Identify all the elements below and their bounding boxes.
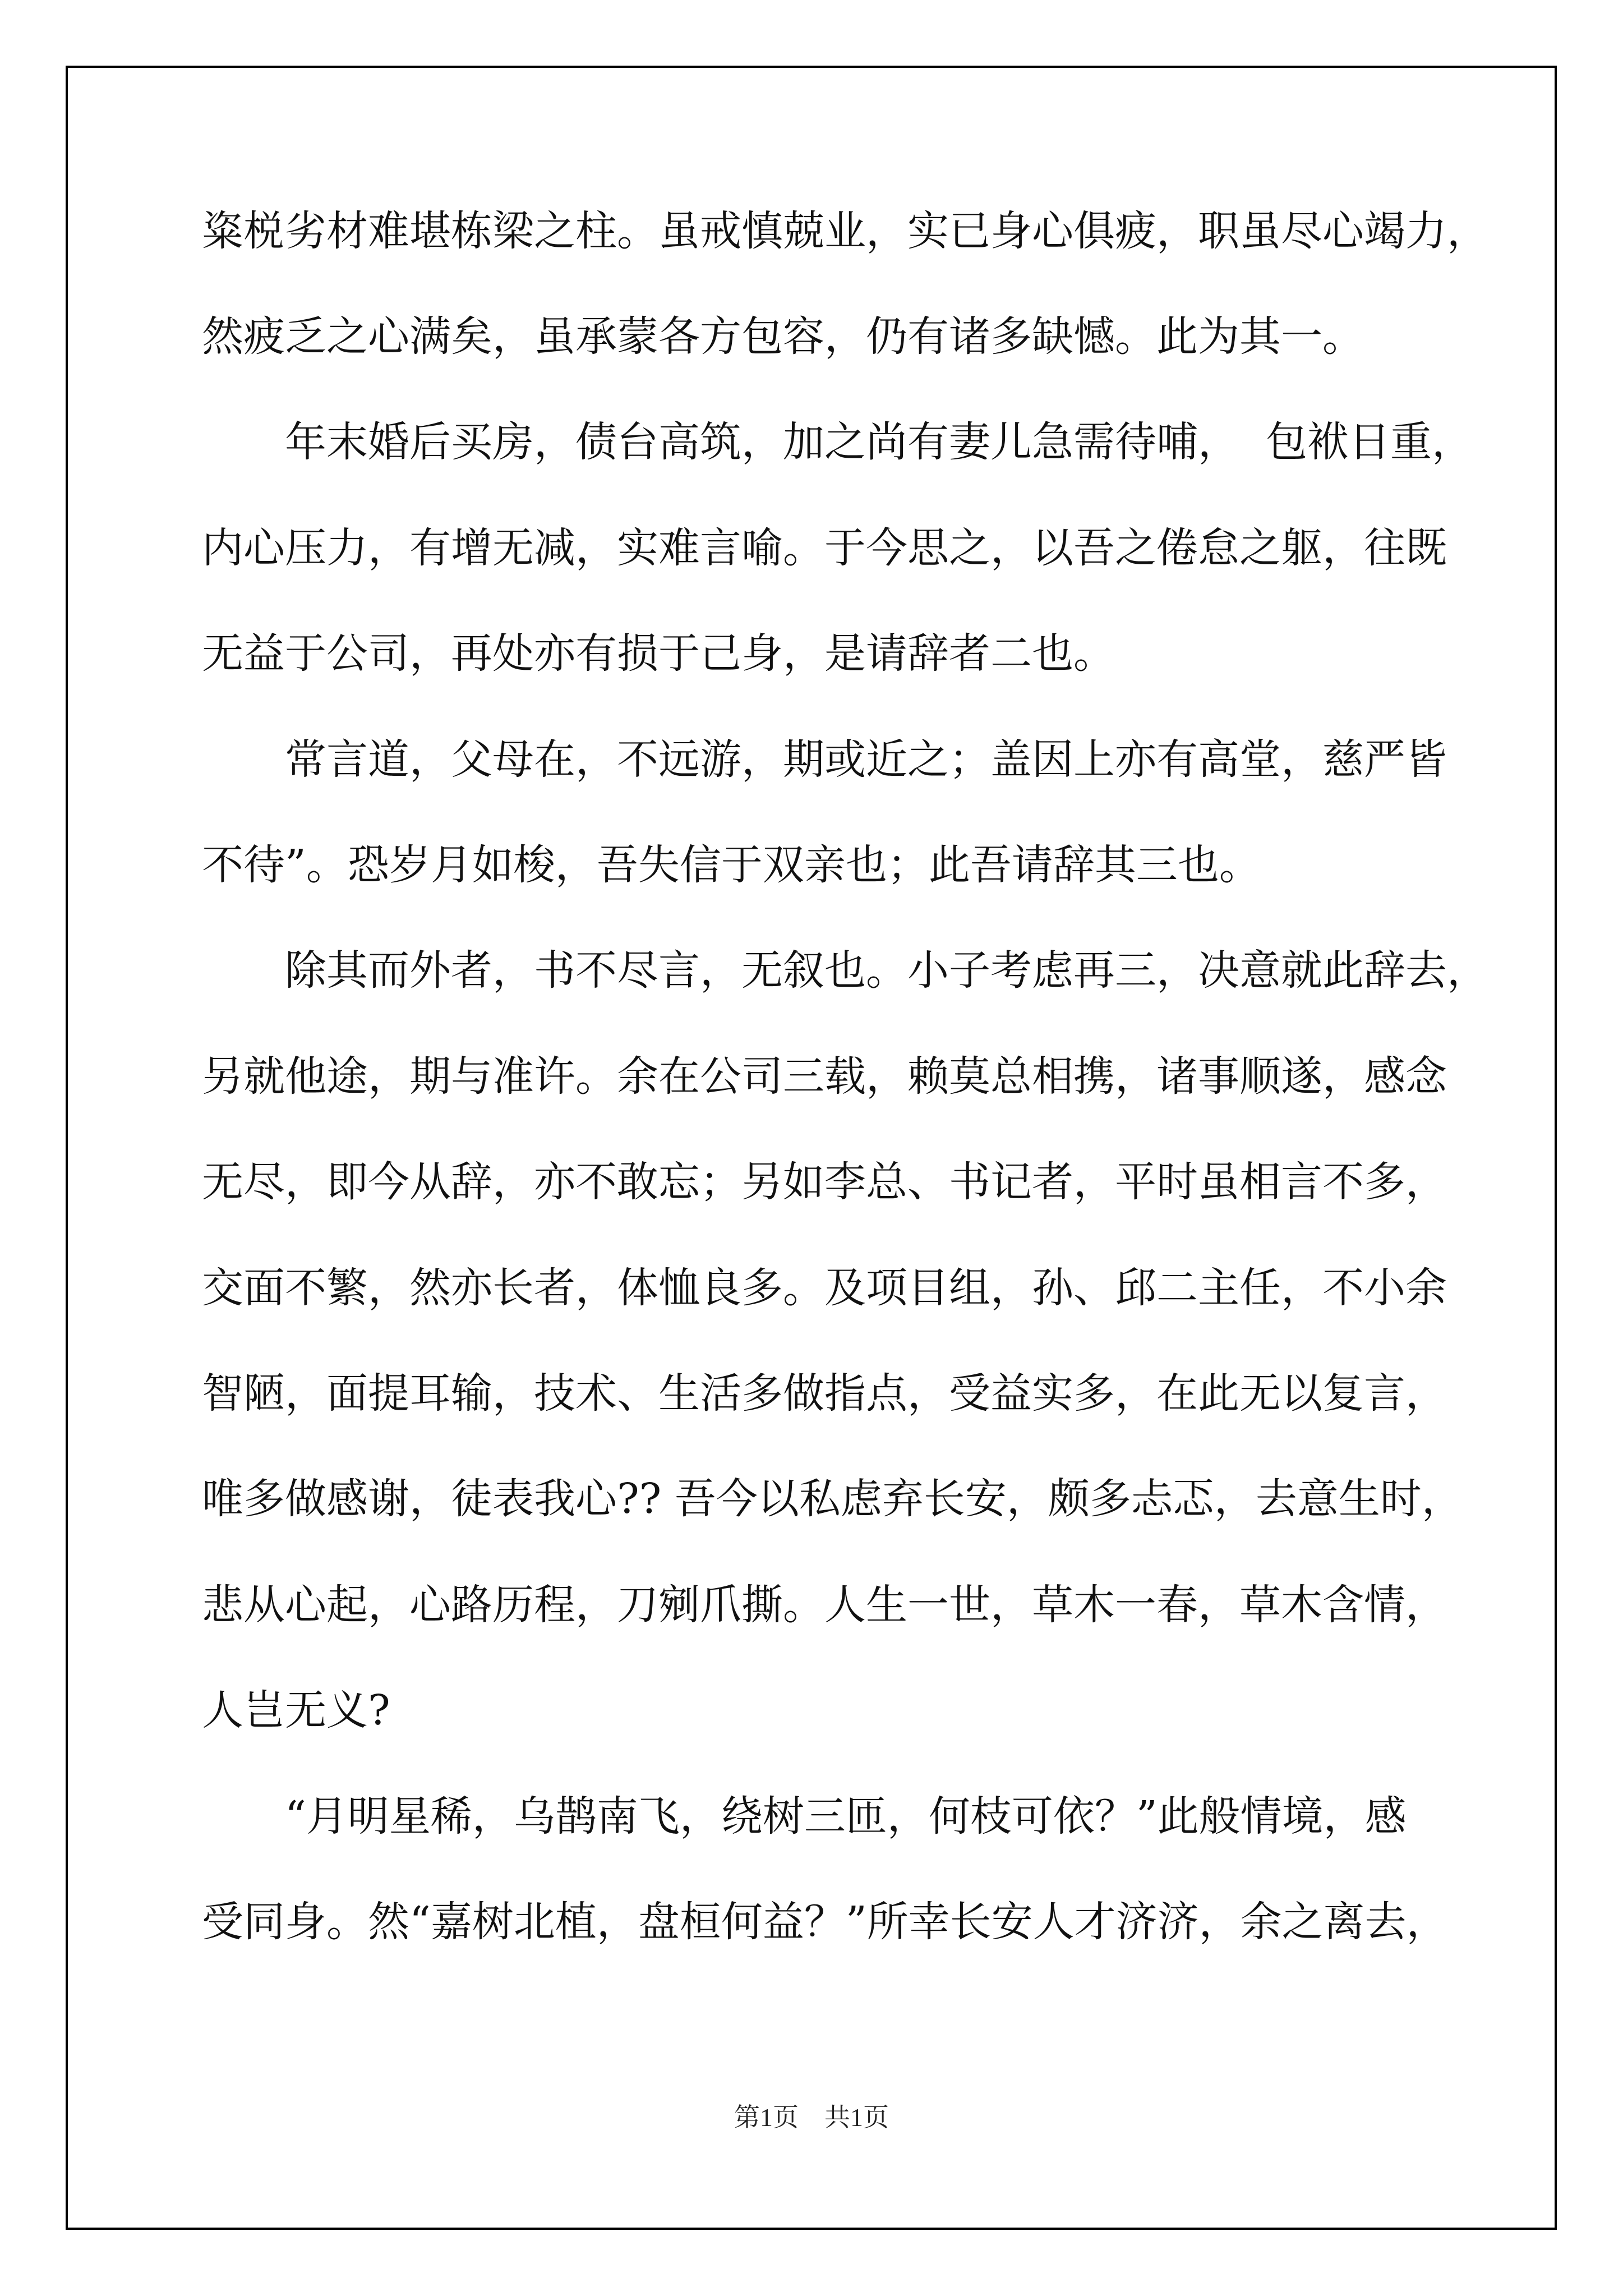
text-line: 不待”。恐岁月如梭，吾失信于双亲也；此吾请辞其三也。 — [202, 841, 1261, 889]
page-footer: 第1页 共1页 — [734, 2103, 889, 2132]
text-line: 无尽，即今从辞，亦不敢忘；另如李总、书记者，平时虽相言不多， — [202, 1158, 1447, 1206]
text-line: 智陋，面提耳输，技术、生活多做指点，受益实多，在此无以复言， — [202, 1369, 1447, 1418]
text-line: 粢棁劣材难堪栋梁之柱。虽戒慎兢业，实已身心俱疲，职虽尽心竭力， — [202, 207, 1488, 255]
text-line: 另就他途，期与准许。余在公司三载，赖莫总相携，诸事顺遂，感念 — [202, 1052, 1447, 1101]
text-line: 人岂无义? — [202, 1686, 390, 1734]
text-line: 然疲乏之心满矣，虽承蒙各方包容，仍有诸多缺憾。此为其一。 — [202, 312, 1364, 361]
text-line: 内心压力，有增无减，实难言喻。于今思之，以吾之倦怠之躯，往既 — [202, 524, 1447, 572]
text-line: 除其而外者，书不尽言，无叙也。小子考虑再三，决意就此辞去， — [202, 946, 1488, 995]
text-line: 受同身。然“嘉树北植，盘桓何益？”所幸长安人才济济，余之离去， — [202, 1898, 1448, 1946]
text-line: 悲从心起，心路历程，刀剜爪撕。人生一世，草木一春，草木含情， — [202, 1581, 1447, 1629]
text-line: 常言道，父母在，不远游，期或近之；盖因上亦有高堂，慈严皆 — [202, 735, 1447, 784]
text-line: 年末婚后买房，债台高筑，加之尚有妻儿急需待哺， 包袱日重， — [202, 418, 1474, 466]
text-line: 无益于公司，再处亦有损于己身，是请辞者二也。 — [202, 629, 1115, 678]
text-line: 交面不繁，然亦长者，体恤良多。及项目组，孙、邱二主任，不小余 — [202, 1264, 1447, 1312]
text-line: 唯多做感谢，徒表我心?? 吾今以私虑弃长安，颇多忐忑，去意生时， — [202, 1475, 1463, 1523]
text-line: “月明星稀，乌鹊南飞，绕树三匝，何枝可依？”此般情境，感 — [202, 1792, 1407, 1841]
